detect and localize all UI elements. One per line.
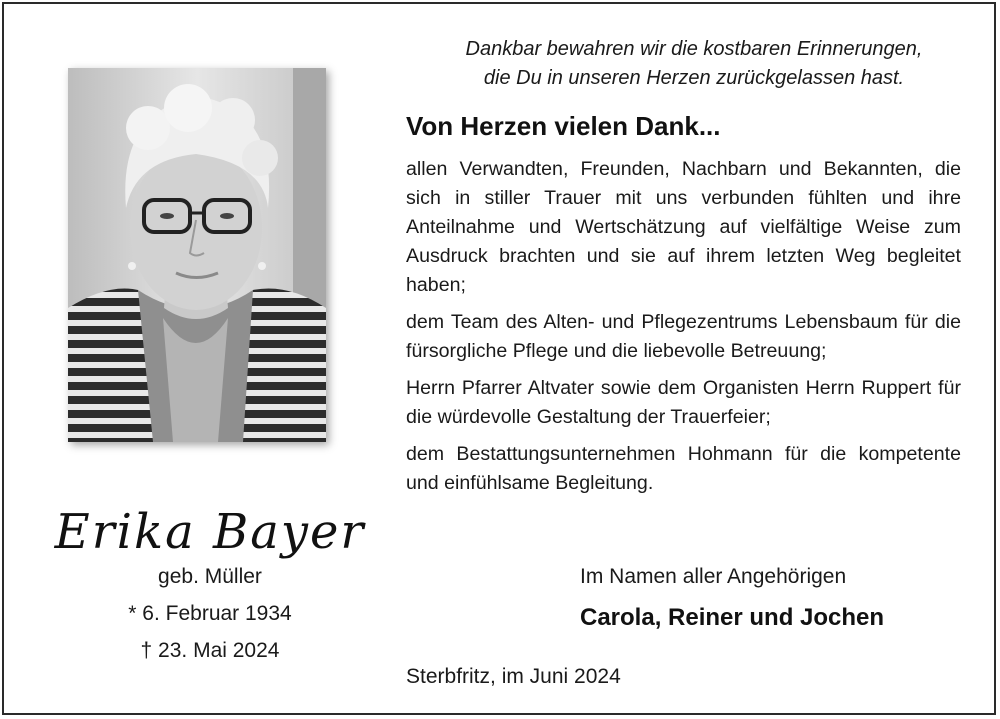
quote-line-2: die Du in unseren Herzen zurückgelassen hast. <box>483 67 905 89</box>
deceased-name: Erika Bayer <box>54 504 366 560</box>
birth-name: geb. Müller <box>158 565 262 588</box>
portrait-image <box>68 68 326 442</box>
place-date: Sterbfritz, im Juni 2024 <box>406 665 621 688</box>
birth-date: * 6. Februar 1934 <box>128 602 292 625</box>
thanks-paragraphs <box>406 155 961 506</box>
quote-line-1: Dankbar bewahren wir die kostbaren Erinnerungen, <box>465 38 923 60</box>
thanks-heading: Von Herzen vielen Dank... <box>406 111 721 141</box>
thanks-paragraph-pastor: Herrn Pfarrer Altvater sowie dem Organisten Herrn Ruppert für die würdevolle Gestaltung der Trauerfeier; <box>406 377 961 428</box>
obituary-card <box>2 2 996 715</box>
thanks-paragraph-funeral-home: dem Bestattungsunternehmen Hohmann für die kompetente und einfühlsame Begleitung. <box>406 443 961 494</box>
memorial-quote <box>404 35 984 93</box>
thanks-paragraph-care-team: dem Team des Alten- und Pflegezentrums Lebensbaum für die fürsorgliche Pflege und die liebevolle Betreuung; <box>406 311 961 362</box>
signoff: Im Namen aller Angehörigen <box>580 565 847 588</box>
family-names: Carola, Reiner und Jochen <box>580 604 885 631</box>
thanks-paragraph-relatives: allen Verwandten, Freunden, Nachbarn und Bekannten, die sich in stiller Trauer mit uns verbunden fühlten und ihre Anteilnahme und Wertschätzung auf vielfältige Weise zum Ausdruck brachten und sie auf ihrem letzten Weg begleitet haben; <box>406 158 961 296</box>
portrait-photo <box>68 68 326 442</box>
death-date: † 23. Mai 2024 <box>140 639 280 662</box>
